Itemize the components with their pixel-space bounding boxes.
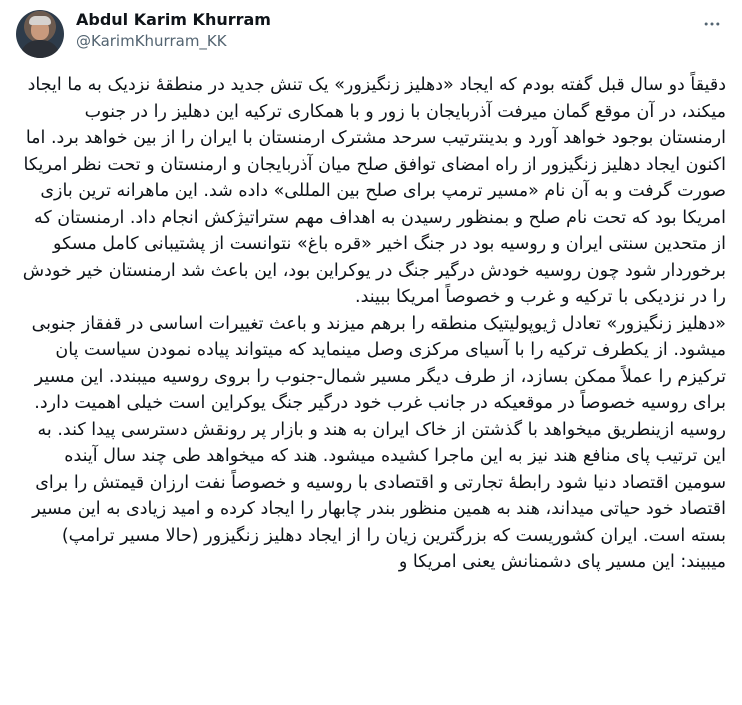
tweet-paragraph: «دهلیز زنگیزور» تعادل ژیوپولیتیک منطقه را برهم میزند و باعث تغییرات اساسی در قفقاز جنوبی میشود. از یکطرف ترکیه را با آسیای مرکزی وصل مینماید که میتواند پیاده نمودن سیاست پان ترکیزم را عملاً ممکن بسازد، از طرف دیگر مسیر شمال-جنوب را بروی روسیه میبندد. این مسیر برای روسیه خصوصاً در موقعیکه در جانب غرب خود درگیر جنگ یوکراین است خیلی اهمیت دارد. روسیه ازینطریق میخواهد با گذشتن از خاک ایران به هند و بازار پر رونقش دسترسی پیدا کند. به این ترتیب پای منافع هند نیز به این ماجرا کشیده میشود. هند که میخواهد طی چند سال آینده سومین اقتصاد دنیا شود رابطهٔ تجارتی و اقتصادی با روسیه و خصوصاً نفت ارزان قیمتش را برای اقتصاد خود حیاتی میداند، هند به همین منظور بندر چابهار را ایجاد کرده و امید زیادی به این مسیر بسته است. ایران کشوریست که بزرگترین زیان را از ایجاد دهلیز زنگیزور (حالا مسیر ترامپ) میبیند: این مسیر پای دشمنانش یعنی امریکا و [31, 313, 726, 572]
more-options-button[interactable] [698, 12, 726, 36]
tweet-text [16, 72, 726, 705]
more-horizontal-icon [702, 14, 722, 34]
author-display-name[interactable]: Abdul Karim Khurram [76, 10, 271, 29]
author-block [76, 10, 271, 52]
profile-avatar[interactable] [16, 10, 64, 58]
avatar-shoulders [20, 40, 60, 58]
author-handle[interactable]: @KarimKhurram_KK [76, 32, 227, 50]
tweet-paragraph: دقیقاً دو سال قبل گفته بودم که ایجاد «دهلیز زنگیزور» یک تنش جدید در منطقهٔ نزدیک به ما ایجاد میکند، در آن موقع گمان میرفت آذربایجان با زور و با همکاری ترکیه این دهلیز را در جنوب ارمنستان بوجود خواهد آورد و بدینترتیب سرحد مشترک ارمنستان با ایران را از بین خواهد برد. اما اکنون ایجاد دهلیز زنگیزور از راه امضای توافق صلح میان آذربایجان و ارمنستان و تحت نظر امریکا صورت گرفت و به آن نام «مسیر ترمپ برای صلح بین المللی» داده شد. این ماهرانه ترین بازی امریکا بود که تحت نام صلح و بمنظور رسیدن به اهداف مهم ستراتیژکش انجام داد. ارمنستان که از متحدین سنتی ایران و روسیه بود در جنگ اخیر «قره باغ» نتوانست از پشتیبانی کامل مسکو برخوردار شود چون روسیه خودش درگیر جنگ در یوکراین بود، این باعث شد ارمنستان خیر خودش را در نزدیکی با ترکیه و غرب و خصوصاً امریکا ببیند. [22, 75, 726, 307]
avatar-hair [29, 16, 51, 25]
tweet-header [16, 10, 726, 70]
